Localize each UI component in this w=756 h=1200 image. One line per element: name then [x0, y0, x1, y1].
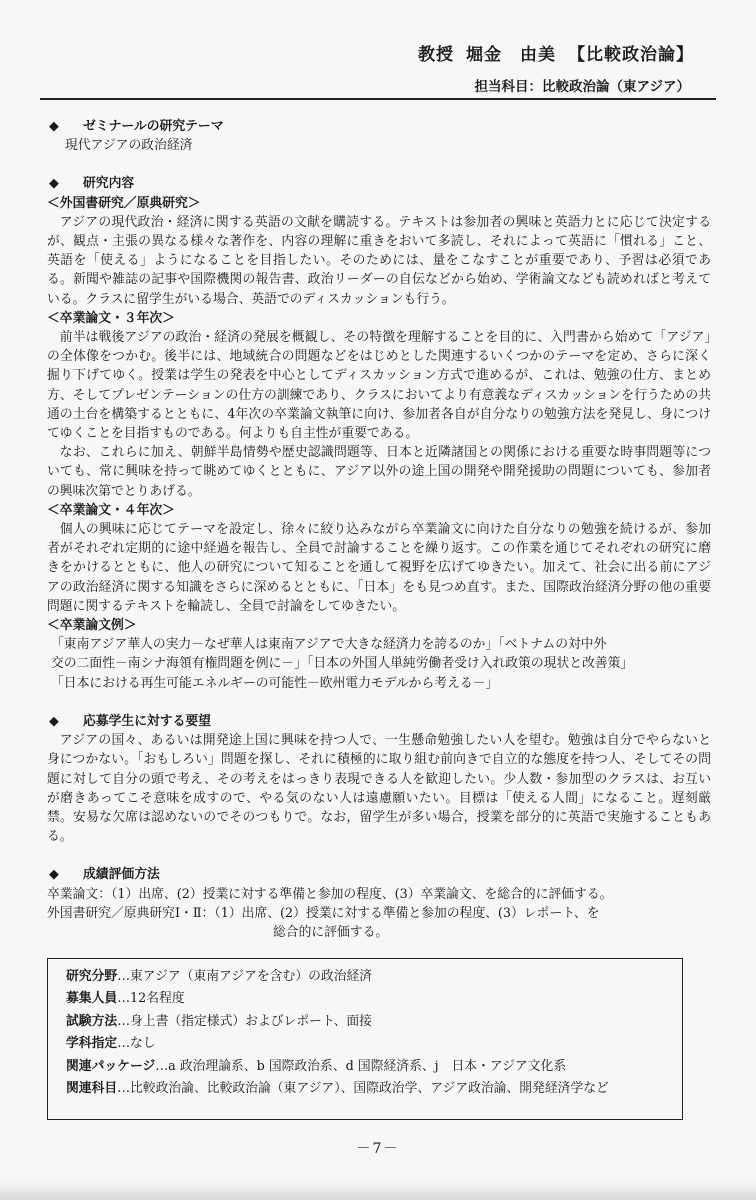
info-row-capacity: 募集人員…12名程度 [66, 991, 185, 1007]
thesis-example-line: 「東南アジア華人の実力－なぜ華人は東南アジアで大きな経済力を誇るのか」「ベトナムの対中外 [51, 637, 607, 653]
section-research-heading: ◆ 研究内容 [47, 174, 711, 193]
grading-line-1: 卒業論文：（1）出席、(2）授業に対する準備と参加の程度、(3）卒業論文、を総合的に評価する。 [47, 886, 613, 902]
research-sub4-label: ＜卒業論文例＞ [47, 618, 137, 634]
thesis-examples [47, 635, 711, 693]
header-course: 担当科目：比較政治論（東アジア） [474, 79, 690, 95]
info-row-department: 学科指定…なし [66, 1036, 156, 1052]
header-field: 【比較政治論】 [568, 45, 694, 65]
thesis-example-line: 交の二面性－南シナ海領有権問題を例に－」「日本の外国人単純労働者受け入れ政策の現状と改善策」 [51, 656, 634, 672]
page-bottom-shadow [0, 1180, 756, 1200]
research-sub3-label: ＜卒業論文・４年次＞ [47, 502, 175, 518]
header-divider [40, 98, 716, 100]
section-requests-heading: ◆ 応募学生に対する要望 [47, 712, 711, 731]
header-role: 教授 [418, 45, 454, 65]
research-sub3-text: 個人の興味に応じてテーマを設定し、徐々に絞り込みながら卒業論文に向けた自分なりの勉強を続けるが、参加者がそれぞれ定期的に途中経過を報告し、全員で討論することを繰り返す。この作業を通じてそれぞれの研究に磨きをかけるとともに、他人の研究について知ることを通して視野を広げてゆきたい。加えて、社会に出る前にアジアの政治経済に関する知識をさらに深めるとともに、「日本」をも見つめ直す。また、国際政治経済分野の他の重要問題に関するテキストを輪読し、全員で討論をしてゆきたい。 [47, 522, 711, 614]
thesis-example-line: 「日本における再生可能エネルギーの可能性－欧州電力モデルから考える－」 [51, 675, 499, 691]
info-row-package: 関連パッケージ…a 政治理論系、b 国際政治系、d 国際経済系、j 日本・アジア文化系 [66, 1058, 567, 1074]
diamond-bullet-icon: ◆ [49, 119, 59, 134]
section-theme-heading: ◆ ゼミナールの研究テーマ [47, 117, 711, 136]
research-sub2-text1: 前半は戦後アジアの政治・経済の発展を概観し、その特徴を理解することを目的に、入門書から始めて「アジア」の全体像をつかむ。後半には、地域統合の問題などをはじめとした関連するいくつかのテーマを定め、さらに深く掘り下げてゆく。授業は学生の発表を中心としてディスカッション方式で進めるが、これは、勉強の仕方、まとめ方、そしてプレゼンテーションの仕方の訓練であり、クラスにおいてより有意義なディスカッションを行うための共通の土台を構築するとともに、4年次の卒業論文執筆に向け、参加者各自が自分なりの勉強方法を発見し、身につけてゆくことを目指すものである。何よりも自主性が重要である。 [47, 330, 711, 442]
diamond-bullet-icon: ◆ [49, 867, 59, 883]
grading-line-3: 総合的に評価する。 [273, 924, 389, 940]
seminar-info-box [47, 958, 683, 1120]
research-sub2-text2: なお、これらに加え、朝鮮半島情勢や歴史認識問題等、日本と近隣諸国との関係における重要な時事問題等についても、常に興味を持って眺めてゆくとともに、アジア以外の途上国の開発や開発援助の問題についても、参加者の興味次第でとりあげる。 [47, 445, 711, 499]
research-sub1-label: ＜外国書研究／原典研究＞ [47, 195, 201, 211]
diamond-bullet-icon: ◆ [49, 176, 59, 192]
header-name: 堀金 由美 [466, 45, 556, 65]
info-row-exam: 試験方法…身上書（指定様式）およびレポート、面接 [66, 1013, 372, 1029]
research-sub1-text: アジアの現代政治・経済に関する英語の文献を購読する。テキストは参加者の興味と英語力とに応じて決定するが、観点・主張の異なる様々な著作を、内容の理解に重きをおいて多読し、それによって英語に「慣れる」こと、英語を「使える」ようになることを目指したい。そのためには、量をこなすことが重要であり、予習は必須である。新聞や雑誌の記事や国際機関の報告書、政治リーダーの自伝などから始め、学術論文なども読めればと考えている。クラスに留学生がいる場合、英語でのディスカッションも行う。 [47, 214, 711, 307]
info-row-field: 研究分野…東アジア（東南アジアを含む）の政治経済 [66, 969, 373, 984]
main-content [47, 117, 711, 942]
section-theme-text: 現代アジアの政治経済 [65, 138, 193, 154]
section-grading-heading: ◆ 成績評価方法 [47, 865, 711, 884]
section-requests-text: アジアの国々、あるいは開発途上国に興味を持つ人で、一生懸命勉強したい人を望む。勉強は自分でやらないと身につかない。「おもしろい」問題を探し、それに積極的に取り組む前向きで自立的な態度を持つ人、そしてその問題に対して自分の頭で考え、その考えをはっきり表現できる人を歓迎したい。少人数・参加型のクラスは、お互いが磨きあってこそ意味を成すので、やる気のない人は遠慮願いたい。目標は「使える人間」になること。遅刻厳禁。安易な欠席は認めないのでそのつもりで。なお，留学生が多い場合，授業を部分的に英語で実施することもある。 [47, 733, 711, 845]
page-number: －7－ [356, 1141, 400, 1157]
diamond-bullet-icon: ◆ [49, 713, 59, 729]
grading-line-2: 外国書研究／原典研究Ⅰ・Ⅱ：（1）出席、(2）授業に対する準備と参加の程度、(3）レポート、を [47, 905, 600, 921]
info-row-related-courses: 関連科目…比較政治論、比較政治論（東アジア）、国際政治学、アジア政治論、開発経済学など [66, 1081, 609, 1097]
research-sub2-label: ＜卒業論文・３年次＞ [47, 310, 175, 326]
header-title [406, 40, 694, 65]
